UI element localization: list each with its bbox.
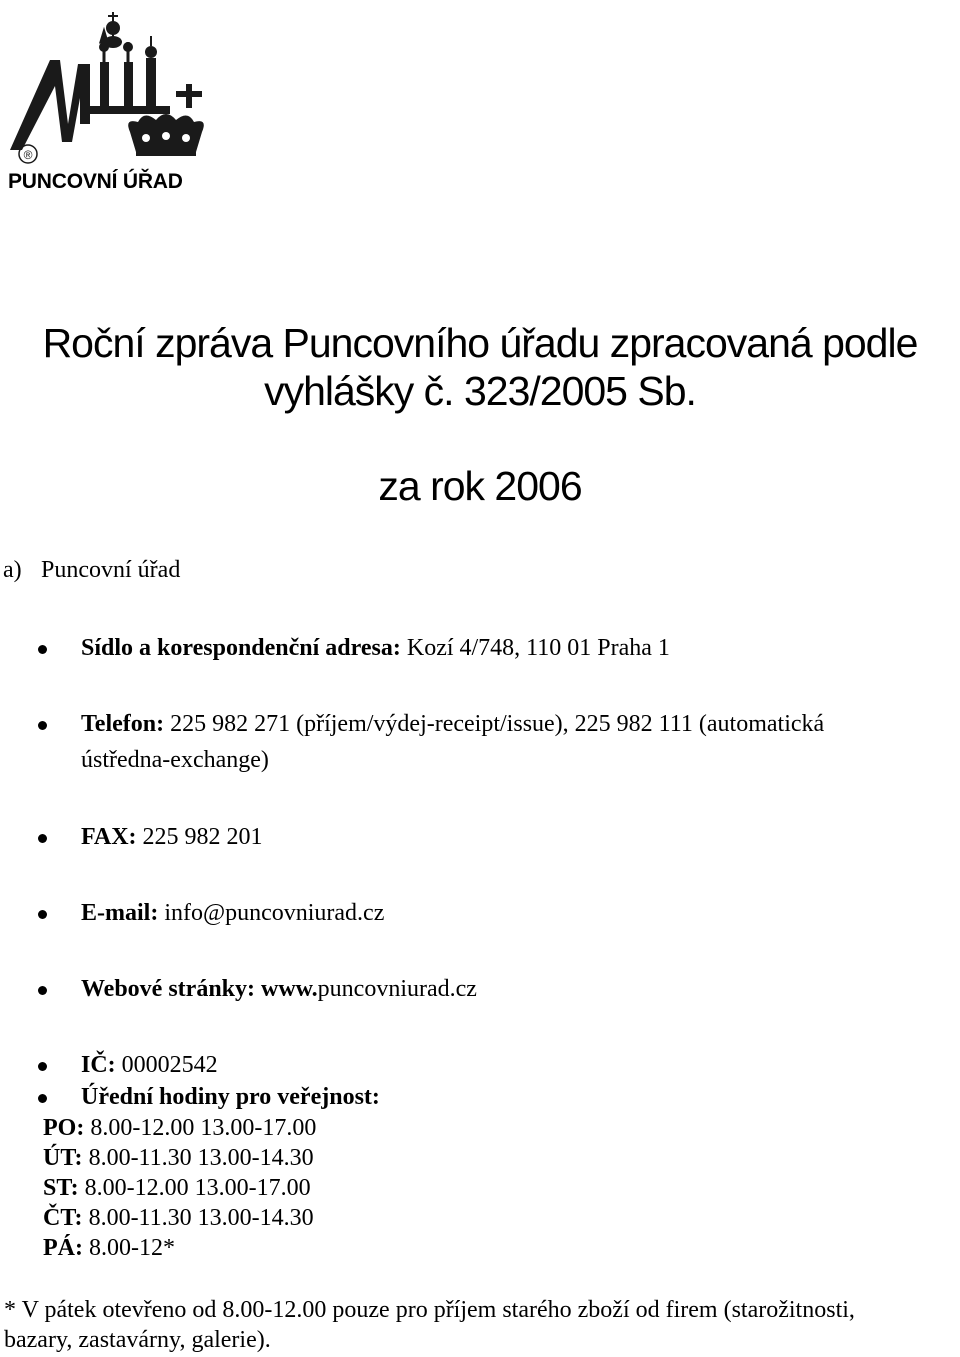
ico-label: IČ: (81, 1052, 116, 1078)
website-link[interactable]: puncovniurad.cz (317, 976, 477, 1002)
phone-value: 225 982 271 (příjem/výdej-receipt/issue), 225 982 111 (automatická (170, 711, 825, 737)
hours-time: 8.00-11.30 13.00-14.30 (88, 1145, 314, 1171)
hours-heading-label: Úřední hodiny pro veřejnost: (81, 1084, 380, 1110)
hours-row (43, 1233, 175, 1263)
fax-label: FAX: (81, 824, 137, 850)
registered-mark: ® (23, 148, 33, 162)
bullet-icon (38, 834, 47, 843)
bullet-icon (38, 910, 47, 919)
section-heading (3, 557, 180, 584)
logo-text: PUNCOVNÍ ÚŘAD (8, 170, 183, 193)
report-year: za rok 2006 (378, 463, 582, 509)
footnote-line1: * V pátek otevřeno od 8.00-12.00 pouze pro příjem starého zboží od firem (starožitnosti, (4, 1297, 855, 1323)
section-label: a) (3, 557, 22, 583)
hours-time: 8.00-12.00 13.00-17.00 (84, 1175, 311, 1201)
report-title-line2: vyhlášky č. 323/2005 Sb. (264, 368, 696, 414)
fax-value: 225 982 201 (142, 824, 263, 850)
hours-day: PÁ: (43, 1235, 83, 1261)
email-link[interactable]: info@puncovniurad.cz (164, 900, 385, 926)
hours-day: PO: (43, 1115, 85, 1141)
phone-value-continued: ústředna-exchange) (81, 747, 269, 773)
hours-time: 8.00-12* (88, 1235, 175, 1261)
hours-day: ČT: (43, 1205, 83, 1231)
bullet-icon (38, 986, 47, 995)
address-item (81, 633, 670, 663)
bullet-icon (38, 645, 47, 654)
hours-time: 8.00-12.00 13.00-17.00 (90, 1115, 317, 1141)
office-logo (6, 2, 212, 194)
fax-item (81, 822, 263, 852)
bullet-icon (38, 721, 47, 730)
bullet-icon (38, 1062, 47, 1071)
address-value: Kozí 4/748, 110 01 Praha 1 (406, 635, 670, 661)
email-label: E-mail: (81, 900, 159, 926)
hours-time: 8.00-11.30 13.00-14.30 (88, 1205, 314, 1231)
hours-heading (81, 1082, 380, 1112)
section-name: Puncovní úřad (41, 557, 181, 583)
website-item (81, 974, 477, 1004)
hours-row (43, 1173, 311, 1203)
footnote-line2: bazary, zastavárny, galerie). (4, 1327, 271, 1353)
bullet-icon (38, 1094, 47, 1103)
report-title-line1: Roční zpráva Puncovního úřadu zpracovaná podle (42, 320, 918, 366)
logo-emblem-icon (6, 2, 212, 172)
email-item (81, 898, 384, 928)
hours-row (43, 1113, 316, 1143)
hours-row (43, 1143, 314, 1173)
ico-item (81, 1050, 218, 1080)
phone-item (81, 709, 824, 739)
website-label: Webové stránky: www. (81, 976, 318, 1002)
address-label: Sídlo a korespondenční adresa: (81, 635, 401, 661)
hours-day: ST: (43, 1175, 79, 1201)
hours-day: ÚT: (43, 1145, 83, 1171)
hours-row (43, 1203, 314, 1233)
ico-value: 00002542 (121, 1052, 218, 1078)
phone-label: Telefon: (81, 711, 165, 737)
